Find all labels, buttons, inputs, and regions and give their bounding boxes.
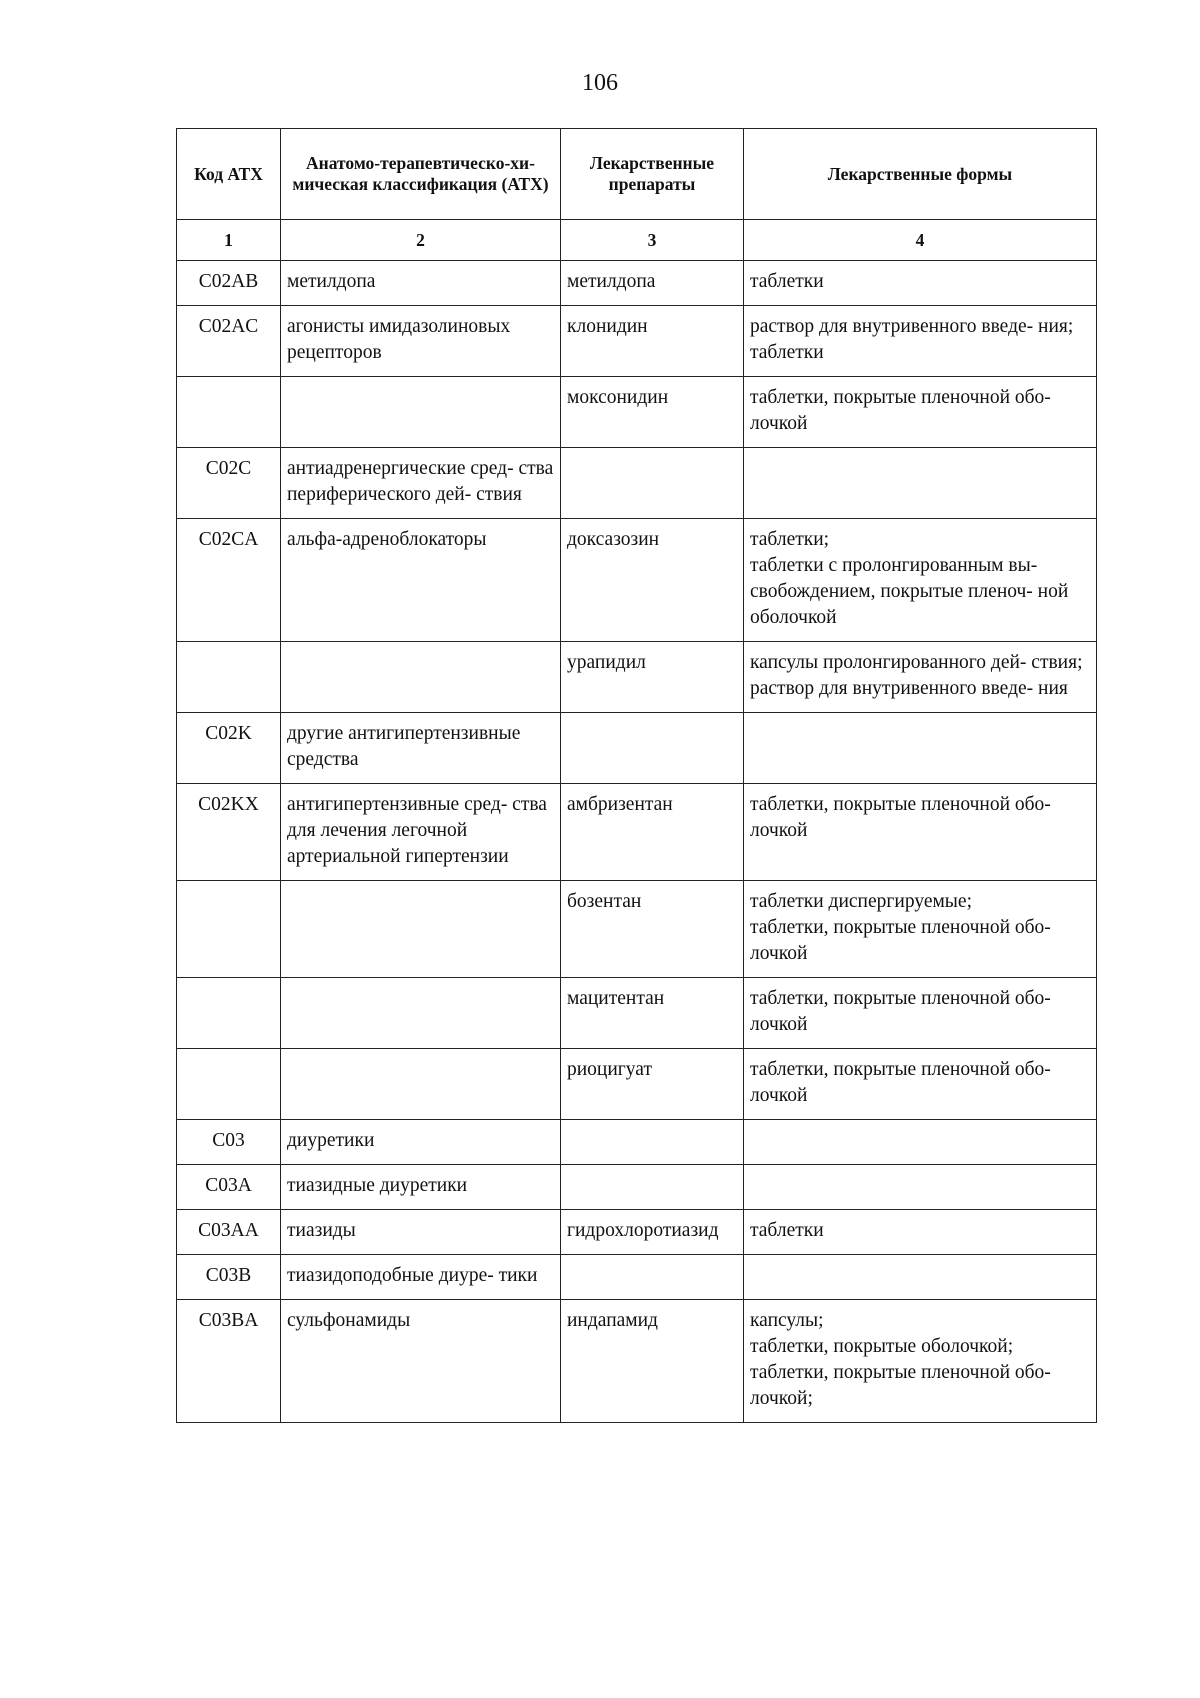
dosage-form-item: таблетки: [750, 1220, 824, 1241]
dosage-form-item: таблетки, покрытые оболочкой;: [750, 1336, 1014, 1357]
dosage-form-item: таблетки: [750, 271, 824, 292]
drug-name-cell: моксонидин: [561, 377, 744, 448]
dosage-form-item: таблетки, покрытые пленочной обо- лочкой: [750, 387, 1051, 434]
dosage-forms-cell: [744, 448, 1097, 519]
classification-cell: альфа-адреноблокаторы: [281, 519, 561, 642]
atx-code-cell: C02KX: [177, 784, 281, 881]
drug-name-cell: доксазозин: [561, 519, 744, 642]
column-number-3: 3: [561, 220, 744, 261]
dosage-form-item: раствор для внутривенного введе- ния;: [750, 316, 1074, 337]
atx-code-cell: C03A: [177, 1165, 281, 1210]
column-number-row: [177, 220, 1097, 261]
dosage-form-item: таблетки: [750, 342, 824, 363]
dosage-forms-cell: [744, 784, 1097, 881]
dosage-form-item: капсулы;: [750, 1310, 824, 1331]
table-row: [177, 261, 1097, 306]
classification-cell: метилдопа: [281, 261, 561, 306]
column-number-4: 4: [744, 220, 1097, 261]
dosage-form-item: таблетки;: [750, 529, 830, 550]
atx-code-cell: [177, 642, 281, 713]
dosage-forms-cell: [744, 261, 1097, 306]
classification-cell: другие антигипертензивные средства: [281, 713, 561, 784]
drug-name-cell: риоцигуат: [561, 1049, 744, 1120]
table-row: [177, 1210, 1097, 1255]
table-row: [177, 642, 1097, 713]
classification-cell: сульфонамиды: [281, 1300, 561, 1423]
atx-code-cell: C02C: [177, 448, 281, 519]
table-row: [177, 1049, 1097, 1120]
dosage-form-item: таблетки, покрытые пленочной обо- лочкой;: [750, 1362, 1051, 1409]
table-row: [177, 519, 1097, 642]
atx-code-cell: C03BA: [177, 1300, 281, 1423]
drug-name-cell: амбризентан: [561, 784, 744, 881]
classification-cell: [281, 1049, 561, 1120]
classification-cell: тиазиды: [281, 1210, 561, 1255]
dosage-forms-cell: [744, 306, 1097, 377]
drug-name-cell: [561, 1165, 744, 1210]
table-row: [177, 306, 1097, 377]
dosage-form-item: таблетки, покрытые пленочной обо- лочкой: [750, 794, 1051, 841]
drug-name-cell: клонидин: [561, 306, 744, 377]
atx-code-cell: C03B: [177, 1255, 281, 1300]
dosage-form-item: капсулы пролонгированного дей- ствия;: [750, 652, 1083, 673]
drug-name-cell: индапамид: [561, 1300, 744, 1423]
classification-cell: агонисты имидазолиновых рецепторов: [281, 306, 561, 377]
dosage-form-item: таблетки диспергируемые;: [750, 891, 972, 912]
classification-cell: [281, 978, 561, 1049]
atx-code-cell: C02AB: [177, 261, 281, 306]
dosage-forms-cell: [744, 519, 1097, 642]
atx-code-cell: C03: [177, 1120, 281, 1165]
header-drugs: Лекарственные препараты: [561, 129, 744, 220]
drug-name-cell: гидрохлоротиазид: [561, 1210, 744, 1255]
classification-cell: [281, 642, 561, 713]
atx-code-cell: C02CA: [177, 519, 281, 642]
dosage-forms-cell: [744, 1165, 1097, 1210]
atx-code-cell: C03AA: [177, 1210, 281, 1255]
table-row: [177, 1165, 1097, 1210]
dosage-forms-cell: [744, 1255, 1097, 1300]
drug-name-cell: урапидил: [561, 642, 744, 713]
drug-name-cell: метилдопа: [561, 261, 744, 306]
dosage-form-item: таблетки, покрытые пленочной обо- лочкой: [750, 1059, 1051, 1106]
table-row: [177, 784, 1097, 881]
atx-code-cell: [177, 377, 281, 448]
dosage-forms-cell: [744, 377, 1097, 448]
atx-code-cell: [177, 1049, 281, 1120]
atx-code-cell: [177, 978, 281, 1049]
classification-cell: антиадренергические сред- ства периферического дей- ствия: [281, 448, 561, 519]
header-forms: Лекарственные формы: [744, 129, 1097, 220]
column-number-2: 2: [281, 220, 561, 261]
table-row: [177, 881, 1097, 978]
classification-cell: тиазидные диуретики: [281, 1165, 561, 1210]
classification-cell: антигипертензивные сред- ства для лечения легочной артериальной гипертензии: [281, 784, 561, 881]
classification-cell: [281, 881, 561, 978]
atx-drug-table: [176, 128, 1097, 1423]
column-number-1: 1: [177, 220, 281, 261]
dosage-forms-cell: [744, 1049, 1097, 1120]
atx-code-cell: C02K: [177, 713, 281, 784]
drug-name-cell: [561, 713, 744, 784]
dosage-forms-cell: [744, 1300, 1097, 1423]
drug-name-cell: [561, 448, 744, 519]
table-row: [177, 1300, 1097, 1423]
drug-name-cell: [561, 1255, 744, 1300]
table-body: [177, 261, 1097, 1423]
dosage-forms-cell: [744, 978, 1097, 1049]
dosage-form-item: таблетки, покрытые пленочной обо- лочкой: [750, 917, 1051, 964]
drug-name-cell: мацитентан: [561, 978, 744, 1049]
dosage-forms-cell: [744, 1210, 1097, 1255]
dosage-forms-cell: [744, 1120, 1097, 1165]
dosage-forms-cell: [744, 881, 1097, 978]
atx-code-cell: [177, 881, 281, 978]
page-number: 106: [582, 70, 618, 96]
atx-code-cell: C02AC: [177, 306, 281, 377]
dosage-form-item: таблетки, покрытые пленочной обо- лочкой: [750, 988, 1051, 1035]
table-row: [177, 713, 1097, 784]
dosage-form-item: раствор для внутривенного введе- ния: [750, 678, 1068, 699]
header-code: Код АТХ: [177, 129, 281, 220]
drug-name-cell: бозентан: [561, 881, 744, 978]
dosage-forms-cell: [744, 713, 1097, 784]
table-header-row: [177, 129, 1097, 220]
table-row: [177, 448, 1097, 519]
classification-cell: [281, 377, 561, 448]
classification-cell: диуретики: [281, 1120, 561, 1165]
table-row: [177, 1120, 1097, 1165]
table-row: [177, 978, 1097, 1049]
table-row: [177, 1255, 1097, 1300]
header-classification: Анатомо-терапевтическо-хи- мическая классификация (АТХ): [281, 129, 561, 220]
table-row: [177, 377, 1097, 448]
dosage-form-item: таблетки с пролонгированным вы- свобождением, покрытые пленоч- ной оболочкой: [750, 555, 1069, 628]
dosage-forms-cell: [744, 642, 1097, 713]
classification-cell: тиазидоподобные диуре- тики: [281, 1255, 561, 1300]
drug-name-cell: [561, 1120, 744, 1165]
